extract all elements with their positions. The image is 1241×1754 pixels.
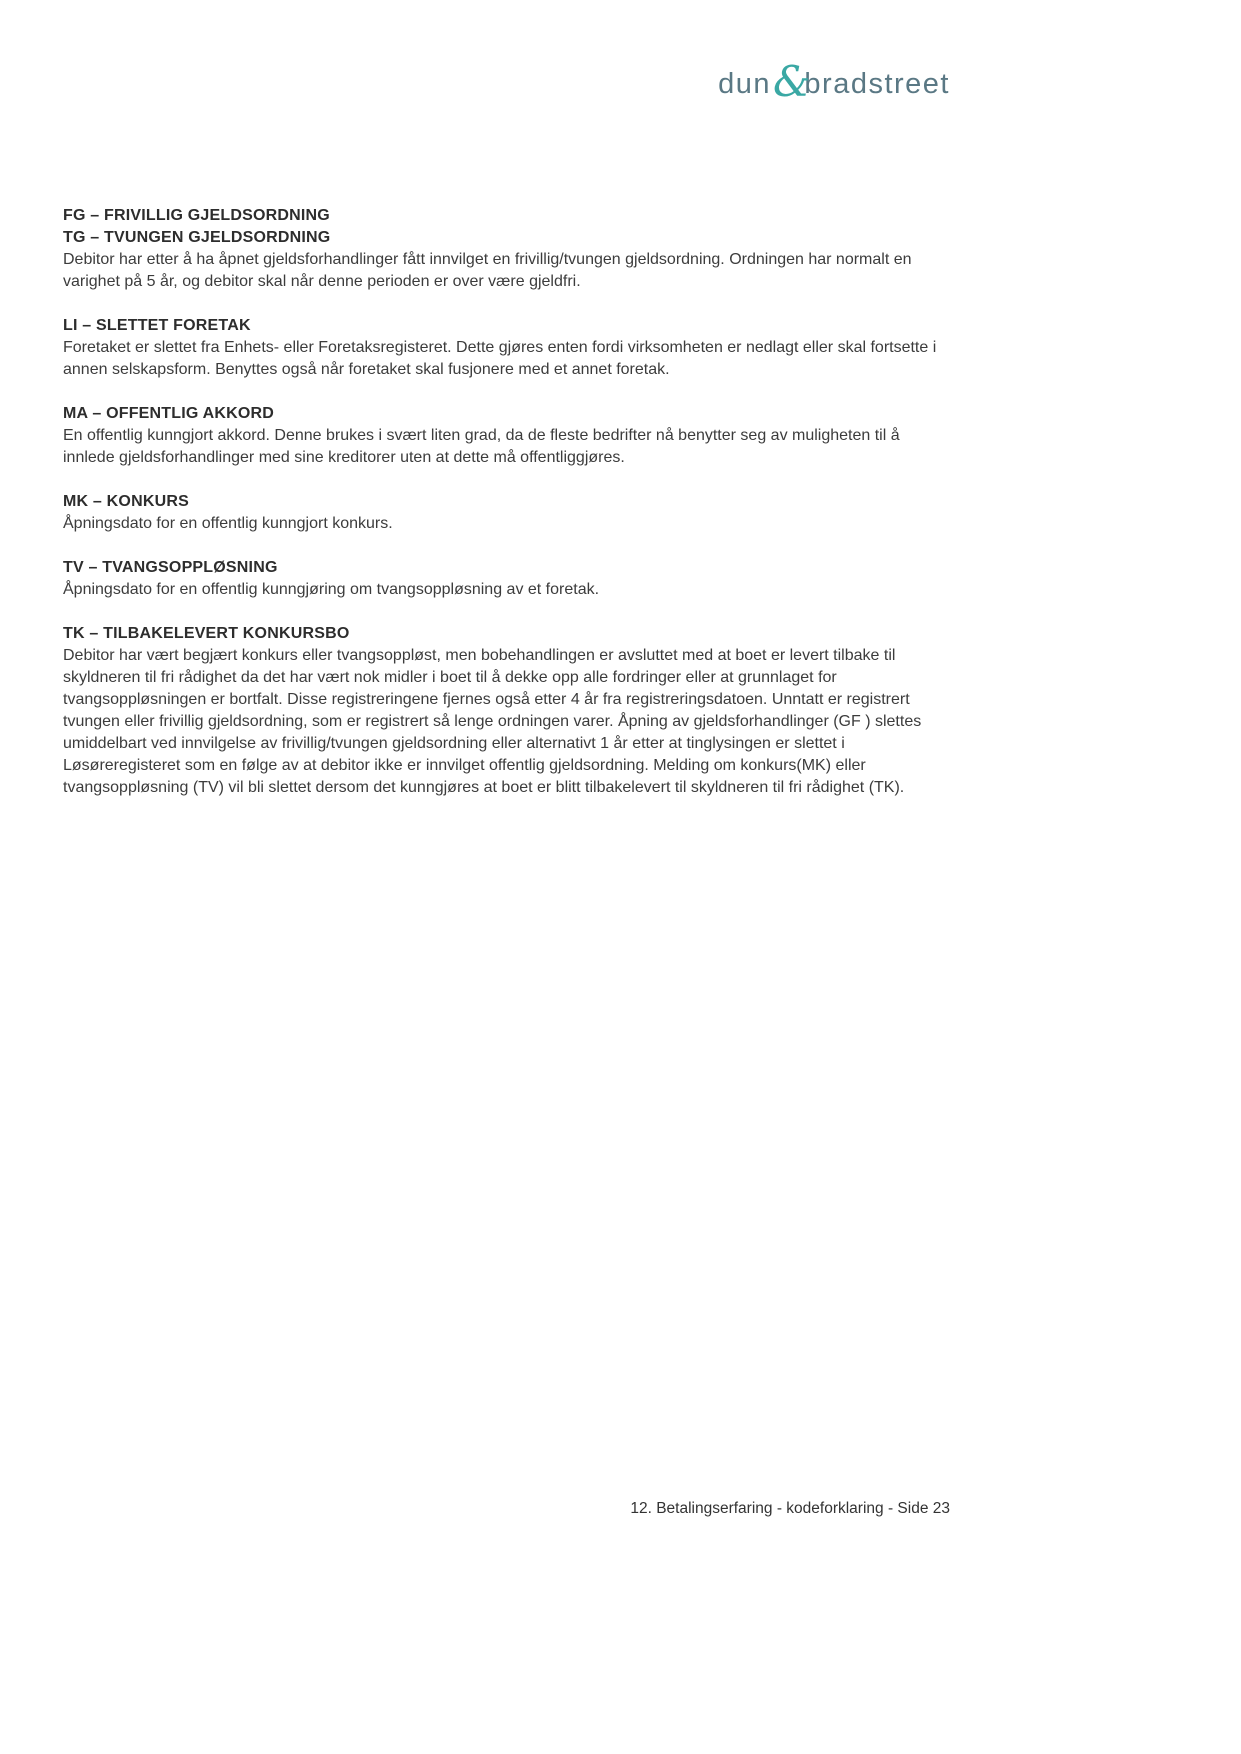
section-heading-tv: TV – TVANGSOPPLØSNING bbox=[63, 559, 278, 576]
section-paragraph: Åpningsdato for en offentlig kunngjort konkurs. bbox=[63, 515, 393, 532]
document-body bbox=[63, 205, 951, 821]
section-paragraph: Åpningsdato for en offentlig kunngjøring om tvangsoppløsning av et foretak. bbox=[63, 581, 600, 598]
page-footer: 12. Betalingserfaring - kodeforklaring - Side 23 bbox=[630, 1500, 950, 1517]
logo-text-bradstreet: bradstreet bbox=[804, 68, 950, 100]
section-paragraph: Foretaket er slettet fra Enhets- eller Foretaksregisteret. Dette gjøres enten fordi virksomheten er nedlagt eller skal fortsette i annen selskapsform. Benyttes også når foretaket skal fusjonere med et annet foretak. bbox=[63, 339, 937, 378]
section-heading-fg: FG – FRIVILLIG GJELDSORDNING bbox=[63, 207, 330, 224]
section-paragraph: En offentlig kunngjort akkord. Denne brukes i svært liten grad, da de fleste bedrifter nå benytter seg av muligheten til å innlede gjeldsforhandlinger med sine kreditorer uten at dette må offentliggjøres. bbox=[63, 427, 900, 466]
section-heading-mk: MK – KONKURS bbox=[63, 493, 189, 510]
dun-bradstreet-logo: dun & bradstreet bbox=[718, 57, 950, 106]
section-tv bbox=[63, 557, 951, 601]
section-tk bbox=[63, 623, 951, 799]
section-heading-ma: MA – OFFENTLIG AKKORD bbox=[63, 405, 275, 422]
section-ma bbox=[63, 403, 951, 469]
section-paragraph: Debitor har etter å ha åpnet gjeldsforhandlinger fått innvilget en frivillig/tvungen gjeldsordning. Ordningen har normalt en varighet på 5 år, og debitor skal når denne perioden er over være gjeldfri. bbox=[63, 251, 912, 290]
section-heading-tk: TK – TILBAKELEVERT KONKURSBO bbox=[63, 625, 350, 642]
section-fg-tg bbox=[63, 205, 951, 293]
section-paragraph: Debitor har vært begjært konkurs eller tvangsoppløst, men bobehandlingen er avsluttet med at boet er levert tilbake til skyldneren til fri rådighet da det har vært nok midler i boet til å dekke opp alle fordringer eller at grunnlaget for tvangsoppløsningen er bortfalt. Disse registreringene fjernes også etter 4 år fra registreringsdatoen. Unntatt er registrert tvungen eller frivillig gjeldsordning, som er registrert så lenge ordningen varer. Åpning av gjeldsforhandlinger (GF ) slettes umiddelbart ved innvilgelse av frivillig/tvungen gjeldsordning eller alternativt 1 år etter at tinglysingen er slettet i Løsøreregisteret som en følge av at debitor ikke er innvilget offentlig gjeldsordning. Melding om konkurs(MK) eller tvangsoppløsning (TV) vil bli slettet dersom det kunngjøres at boet er blitt tilbakelevert til skyldneren til fri rådighet (TK). bbox=[63, 647, 922, 796]
section-li bbox=[63, 315, 951, 381]
section-heading-li: LI – SLETTET FORETAK bbox=[63, 317, 251, 334]
section-mk bbox=[63, 491, 951, 535]
logo-text-dun: dun bbox=[718, 68, 772, 100]
section-heading-tg: TG – TVUNGEN GJELDSORDNING bbox=[63, 229, 331, 246]
